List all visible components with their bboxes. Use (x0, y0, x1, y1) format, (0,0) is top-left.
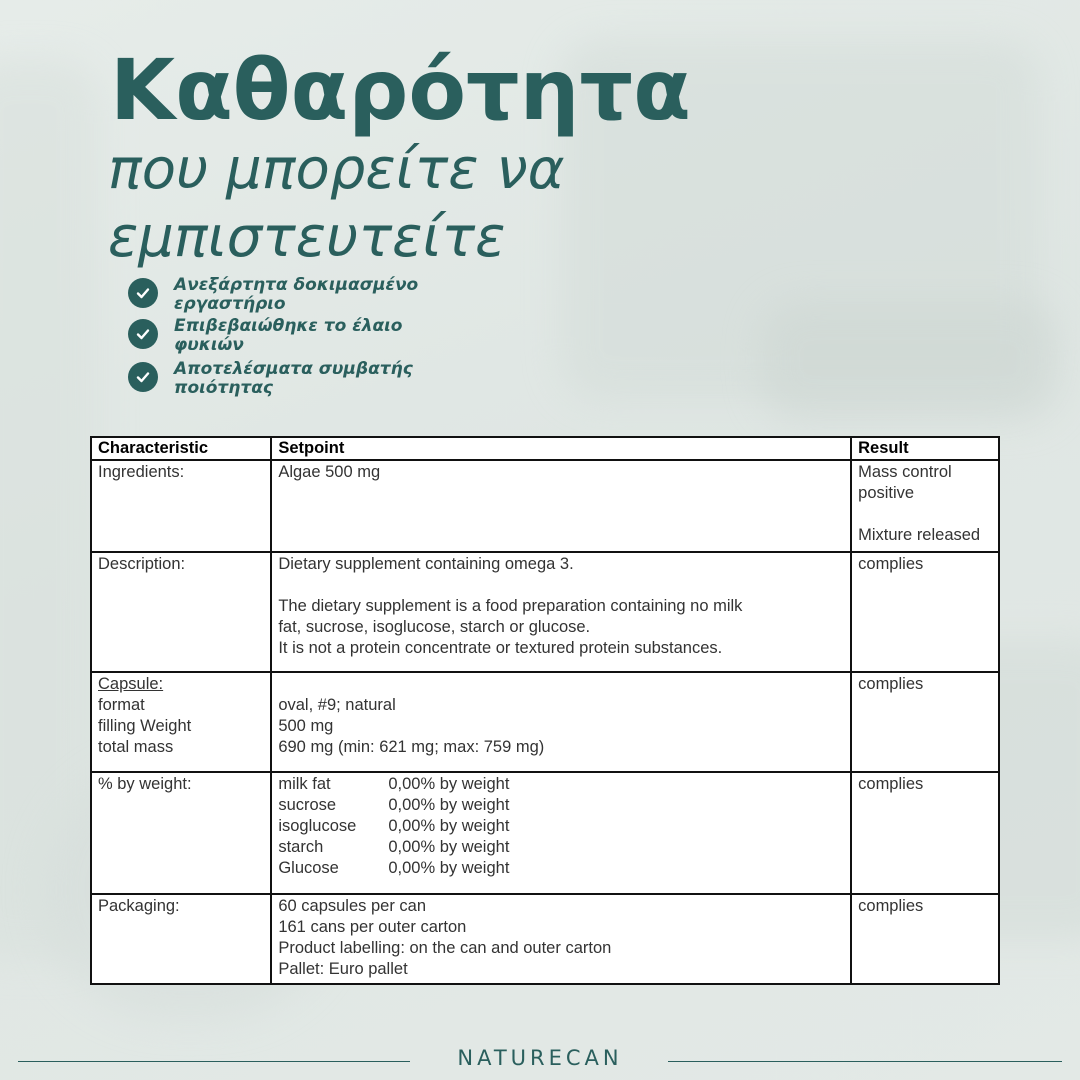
weight-value: 0,00% by weight (388, 838, 510, 856)
weight-row (278, 837, 844, 858)
cell-setpoint (271, 772, 851, 894)
table-header-row (91, 437, 999, 460)
text-line: 60 capsules per can (278, 897, 427, 915)
page-subtitle (108, 136, 808, 272)
text-line: oval, #9; natural (278, 696, 396, 714)
cell-result: complies (851, 552, 999, 672)
table-row (91, 552, 999, 672)
text-line: Pallet: Euro pallet (278, 960, 408, 978)
check-circle-icon (128, 319, 158, 349)
header-cell-result: Result (851, 437, 999, 460)
result-line: Mixture released (858, 526, 981, 544)
check-circle-icon (128, 362, 158, 392)
specification-table (90, 436, 1000, 985)
check-item (128, 360, 474, 398)
text-line: Product labelling: on the can and outer carton (278, 939, 612, 957)
weight-name: milk fat (278, 775, 331, 793)
weight-name: sucrose (278, 796, 337, 814)
result-line: Mass control (858, 463, 952, 481)
header-cell-setpoint: Setpoint (271, 437, 851, 460)
cell-setpoint (271, 672, 851, 772)
background-blur (760, 300, 1060, 420)
capsule-heading: Capsule: (98, 675, 164, 693)
cell-setpoint: Algae 500 mg (271, 460, 851, 552)
text-line: format (98, 696, 145, 714)
check-item (128, 317, 474, 355)
cell-result: complies (851, 894, 999, 984)
result-line: positive (858, 484, 915, 502)
check-text: Ανεξάρτητα δοκιμασμένο εργαστήριο (174, 275, 419, 314)
weight-value: 0,00% by weight (388, 796, 510, 814)
table-row (91, 772, 999, 894)
weight-value: 0,00% by weight (388, 775, 510, 793)
cell-label: Description: (91, 552, 271, 672)
text-line: fat, sucrose, isoglucose, starch or glucose. (278, 618, 591, 636)
text-line: 690 mg (min: 621 mg; max: 759 mg) (278, 738, 545, 756)
footer-divider (668, 1061, 1062, 1062)
cell-result: complies (851, 672, 999, 772)
weight-value: 0,00% by weight (388, 817, 510, 835)
weight-name: isoglucose (278, 817, 357, 835)
text-line: filling Weight (98, 717, 192, 735)
page-title: Καθαρότητα (110, 41, 691, 139)
cell-result (851, 460, 999, 552)
weight-row (278, 858, 844, 879)
text-line: The dietary supplement is a food preparation containing no milk (278, 597, 743, 615)
cell-label: Packaging: (91, 894, 271, 984)
text-line: 500 mg (278, 717, 334, 735)
table-row (91, 672, 999, 772)
text-line: It is not a protein concentrate or textured protein substances. (278, 639, 723, 657)
cell-label (91, 672, 271, 772)
weight-value: 0,00% by weight (388, 859, 510, 877)
check-item (128, 276, 474, 314)
weight-row (278, 774, 844, 795)
check-text: Αποτελέσματα συμβατής ποιότητας (174, 359, 413, 398)
text-line: 161 cans per outer carton (278, 918, 467, 936)
text-line: Dietary supplement containing omega 3. (278, 555, 574, 573)
brand-logo: NATURECAN (457, 1046, 623, 1070)
weight-row (278, 795, 844, 816)
text-line: total mass (98, 738, 174, 756)
cell-setpoint (271, 552, 851, 672)
check-text: Επιβεβαιώθηκε το έλαιο φυκιών (174, 316, 403, 355)
cell-setpoint (271, 894, 851, 984)
subtitle-line: εμπιστευτείτε (108, 205, 506, 270)
table-row (91, 894, 999, 984)
table-row (91, 460, 999, 552)
header-cell-characteristic: Characteristic (91, 437, 271, 460)
check-circle-icon (128, 278, 158, 308)
cell-result: complies (851, 772, 999, 894)
weight-name: starch (278, 838, 324, 856)
cell-label: Ingredients: (91, 460, 271, 552)
weight-name: Glucose (278, 859, 339, 877)
cell-label: % by weight: (91, 772, 271, 894)
weight-row (278, 816, 844, 837)
subtitle-line: που μπορείτε να (108, 137, 565, 202)
